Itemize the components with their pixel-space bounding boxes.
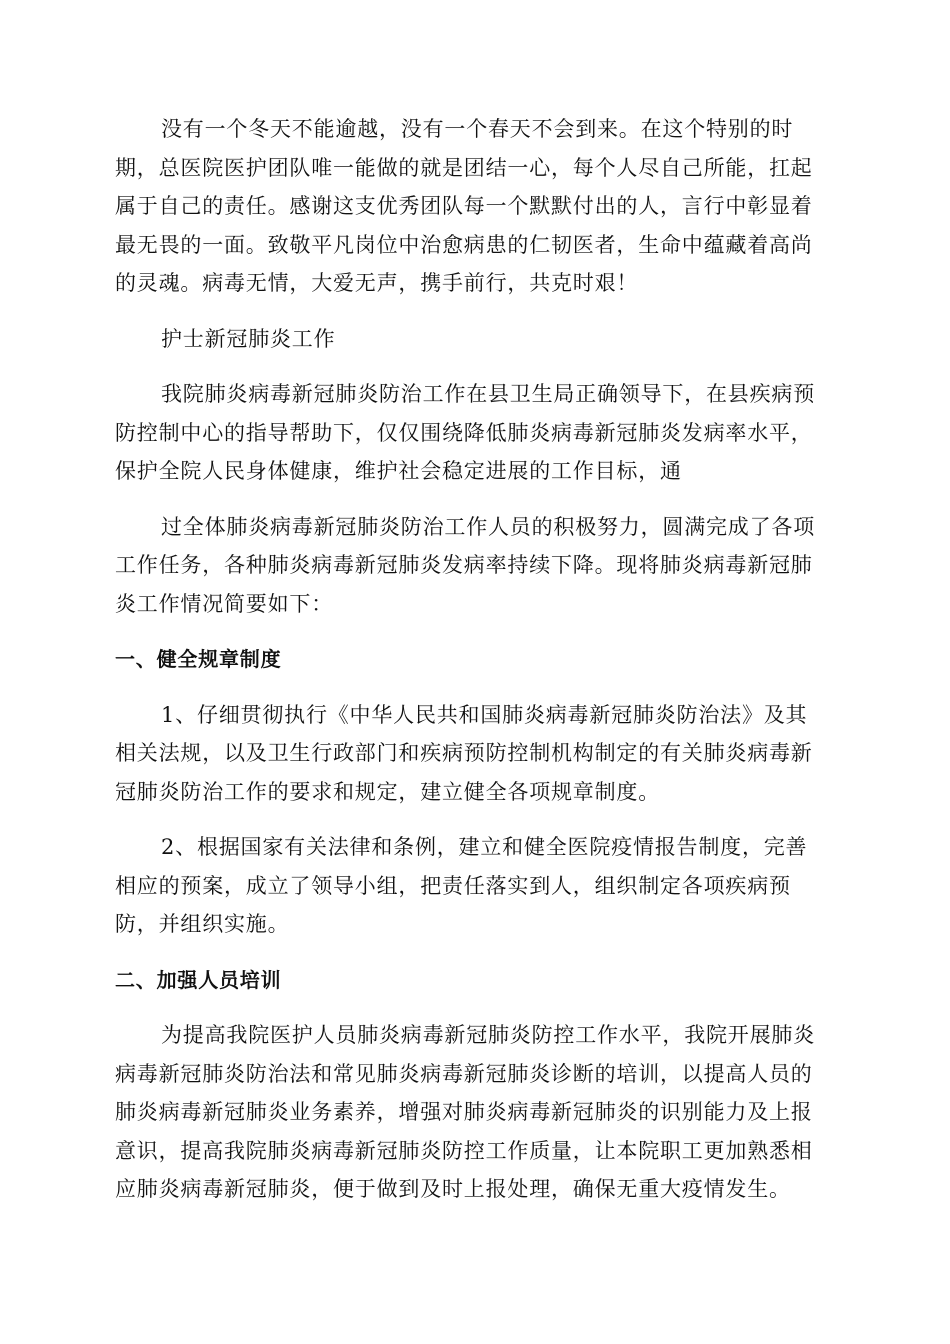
text-line: 相应的预案，成立了领导小组，把责任落实到人，组织制定各项疾病预 bbox=[115, 873, 791, 898]
text-line: 为提高我院医护人员肺炎病毒新冠肺炎防控工作水平，我院开展肺炎 bbox=[161, 1023, 815, 1047]
text-line: 的灵魂。病毒无情，大爱无声，携手前行，共克时艰！ bbox=[115, 271, 639, 295]
paragraph-summary bbox=[115, 508, 835, 624]
text-line: 冠肺炎防治工作的要求和规定，建立健全各项规章制度。 bbox=[115, 779, 660, 804]
text-line: 2、根据国家有关法律和条例，建立和健全医院疫情报告制度，完善 bbox=[161, 835, 808, 859]
text-line: 防控制中心的指导帮助下，仅仅围绕降低肺炎病毒新冠肺炎发病率水平， bbox=[115, 420, 813, 445]
text-line: 病毒新冠肺炎防治法和常见肺炎病毒新冠肺炎诊断的培训，以提高人员的 bbox=[115, 1061, 813, 1086]
paragraph-intro bbox=[115, 375, 835, 491]
paragraph-training bbox=[115, 1016, 835, 1209]
text-line: 炎工作情况简要如下： bbox=[115, 591, 333, 616]
text-line: 保护全院人民身体健康，维护社会稳定进展的工作目标，通 bbox=[115, 459, 682, 483]
document-body bbox=[115, 110, 835, 1226]
text-line: 过全体肺炎病毒新冠肺炎防治工作人员的积极努力，圆满完成了各项 bbox=[161, 514, 815, 539]
heading-text: 一、健全规章制度 bbox=[115, 647, 282, 671]
text-line: 没有一个冬天不能逾越，没有一个春天不会到来。在这个特别的时 bbox=[161, 117, 794, 141]
text-line: 工作任务，各种肺炎病毒新冠肺炎发病率持续下降。现将肺炎病毒新冠肺 bbox=[115, 553, 813, 577]
text-line: 期，总医院医护团队唯一能做的就是团结一心，每个人尽自己所能，扛起 bbox=[115, 155, 813, 180]
heading-text: 二、加强人员培训 bbox=[115, 967, 282, 992]
text-line: 最无畏的一面。致敬平凡岗位中治愈病患的仁韧医者，生命中蕴藏着高尚 bbox=[115, 232, 813, 257]
text-line: 护士新冠肺炎工作 bbox=[161, 326, 336, 351]
text-line: 相关法规，以及卫生行政部门和疾病预防控制机构制定的有关肺炎病毒新 bbox=[115, 741, 813, 765]
paragraph-winter-spring bbox=[115, 110, 835, 303]
text-line: 我院肺炎病毒新冠肺炎防治工作在县卫生局正确领导下，在县疾病预 bbox=[161, 382, 815, 406]
paragraph-title-line bbox=[115, 320, 835, 359]
text-line: 肺炎病毒新冠肺炎业务素养，增强对肺炎病毒新冠肺炎的识别能力及上报 bbox=[115, 1100, 813, 1124]
paragraph-rules-1 bbox=[115, 696, 835, 812]
section-heading-rules bbox=[115, 640, 835, 679]
text-line: 防，并组织实施。 bbox=[115, 912, 290, 936]
text-line: 1、仔细贯彻执行《中华人民共和国肺炎病毒新冠肺炎防治法》及其 bbox=[161, 702, 808, 727]
text-line: 应肺炎病毒新冠肺炎，便于做到及时上报处理，确保无重大疫情发生。 bbox=[115, 1177, 791, 1201]
paragraph-rules-2 bbox=[115, 828, 835, 944]
text-line: 意识，提高我院肺炎病毒新冠肺炎防控工作质量，让本院职工更加熟悉相 bbox=[115, 1138, 813, 1163]
section-heading-training bbox=[115, 961, 835, 1000]
text-line: 属于自己的责任。感谢这支优秀团队每一个默默付出的人，言行中彰显着 bbox=[115, 194, 813, 218]
